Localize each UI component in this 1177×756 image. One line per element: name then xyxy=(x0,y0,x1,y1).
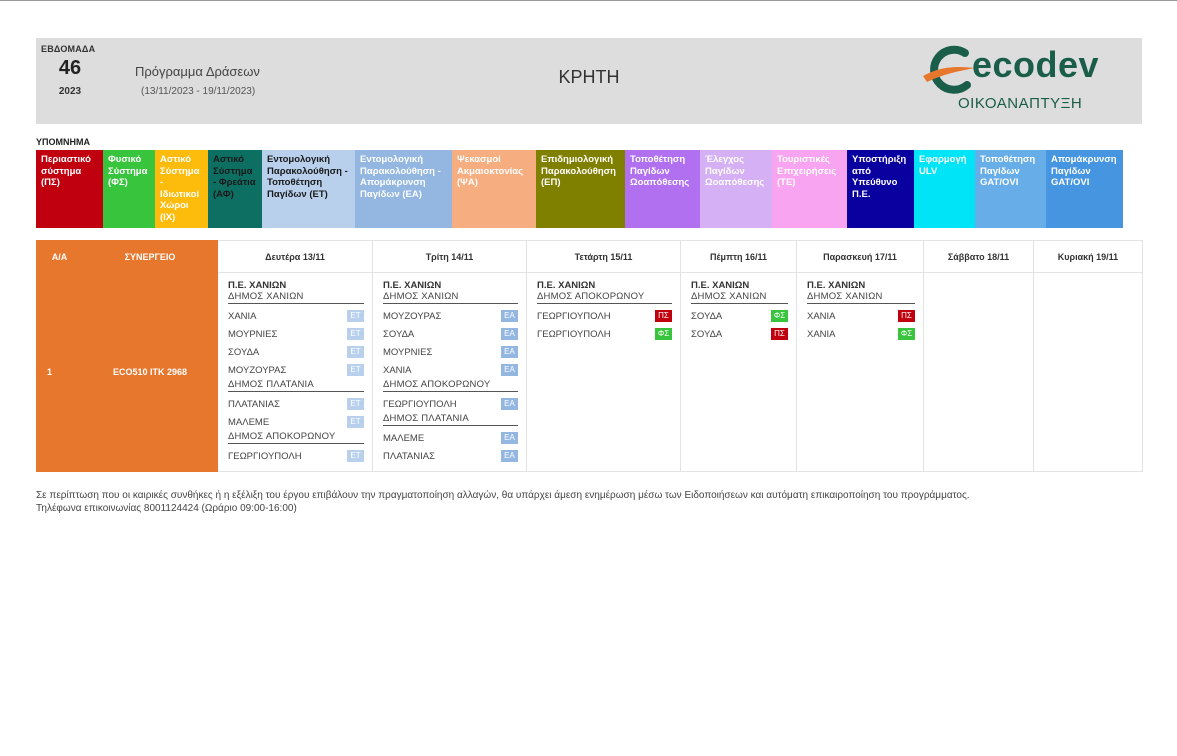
legend-title: ΥΠΟΜΝΗΜΑ xyxy=(36,137,90,147)
footer-note xyxy=(36,489,970,515)
activity-badge: ΠΣ xyxy=(771,328,788,340)
activity-badge: ΠΣ xyxy=(655,310,672,322)
activity-badge: ΕΑ xyxy=(501,398,518,410)
location-row xyxy=(537,307,672,325)
regional-unit: Π.Ε. ΧΑΝΙΩΝ xyxy=(383,280,442,291)
location-name: ΜΑΛΕΜΕ xyxy=(383,432,425,444)
col-header-aa: Α/Α xyxy=(37,241,83,273)
logo-text: ecodev xyxy=(972,44,1100,85)
top-divider xyxy=(0,0,1177,1)
program-title: Πρόγραμμα Δράσεων xyxy=(135,64,260,79)
legend-item: Υποστήριξη από Υπεύθυνο Π.Ε. xyxy=(847,150,914,228)
activity-badge: ΕΤ xyxy=(347,346,364,358)
activity-badge: ΦΣ xyxy=(655,328,672,340)
location-row xyxy=(228,307,364,325)
activity-badge: ΕΑ xyxy=(501,450,518,462)
footer-phone: Τηλέφωνα επικοινωνίας 8001124424 (Ωράριο 09:00-16:00) xyxy=(36,503,297,514)
municipality-label: ΔΗΜΟΣ ΧΑΝΙΩΝ xyxy=(228,291,364,304)
location-name: ΣΟΥΔΑ xyxy=(228,346,260,358)
location-row xyxy=(383,361,518,379)
location-name: ΜΟΥΖΟΥΡΑΣ xyxy=(228,364,287,376)
regional-unit: Π.Ε. ΧΑΝΙΩΝ xyxy=(537,280,596,291)
schedule-table xyxy=(36,240,1143,472)
week-number: 46 xyxy=(58,57,82,79)
legend-item: Επιδημιολογική Παρακολούθηση (ΕΠ) xyxy=(536,150,625,228)
regional-unit: Π.Ε. ΧΑΝΙΩΝ xyxy=(228,280,287,291)
row-number: 1 xyxy=(37,273,83,472)
location-name: ΧΑΝΙΑ xyxy=(228,310,257,322)
activity-badge: ΕΑ xyxy=(501,328,518,340)
location-name: ΓΕΩΡΓΙΟΥΠΟΛΗ xyxy=(228,450,302,462)
day-schedule xyxy=(373,273,526,471)
table-row xyxy=(37,273,1143,472)
legend-item: Απομάκρυνση Παγίδων GAT/OVI xyxy=(1046,150,1123,228)
col-header-team: ΣΥΝΕΡΓΕΙΟ xyxy=(83,241,218,273)
col-header-day: Κυριακή 19/11 xyxy=(1034,241,1143,273)
location-name: ΣΟΥΔΑ xyxy=(383,328,415,340)
location-row xyxy=(228,395,364,413)
activity-badge: ΕΤ xyxy=(347,450,364,462)
municipality-label: ΔΗΜΟΣ ΑΠΟΚΟΡΩΝΟΥ xyxy=(537,291,672,304)
location-row xyxy=(228,325,364,343)
location-row xyxy=(228,343,364,361)
activity-badge: ΕΑ xyxy=(501,364,518,376)
legend-item: Εφαρμογή ULV xyxy=(914,150,975,228)
legend-item: Τοποθέτηση Παγίδων Ωοαπόθεσης xyxy=(625,150,700,228)
activity-badge: ΕΤ xyxy=(347,364,364,376)
logo-subtitle: ΟΙΚΟΑΝΑΠΤΥΞΗ xyxy=(958,95,1083,112)
col-header-day: Παρασκευή 17/11 xyxy=(797,241,924,273)
activity-badge: ΕΤ xyxy=(347,398,364,410)
col-header-day: Πέμπτη 16/11 xyxy=(681,241,797,273)
activity-badge: ΦΣ xyxy=(771,310,788,322)
regional-unit: Π.Ε. ΧΑΝΙΩΝ xyxy=(691,280,750,291)
location-row xyxy=(691,325,788,343)
day-schedule xyxy=(797,273,923,349)
program-date-range: (13/11/2023 - 19/11/2023) xyxy=(141,86,256,97)
location-row xyxy=(691,307,788,325)
legend-item: Ψεκασμοί Ακμαιοκτονίας (ΨΑ) xyxy=(452,150,536,228)
legend-item: Εντομολογική Παρακολούθηση - Τοποθέτηση Παγίδων (ΕΤ) xyxy=(262,150,355,228)
location-name: ΠΛΑΤΑΝΙΑΣ xyxy=(383,450,435,462)
activity-badge: ΕΤ xyxy=(347,328,364,340)
activity-badge: ΕΤ xyxy=(347,416,364,428)
activity-badge: ΕΑ xyxy=(501,346,518,358)
day-cell xyxy=(1034,273,1143,472)
municipality-label: ΔΗΜΟΣ ΑΠΟΚΟΡΩΝΟΥ xyxy=(383,379,518,392)
week-year: 2023 xyxy=(58,86,82,97)
legend-item: Περιαστικό σύστημα (ΠΣ) xyxy=(36,150,103,228)
location-row xyxy=(537,325,672,343)
week-label: ΕΒΔΟΜΑΔΑ xyxy=(41,44,96,54)
ecodev-logo-icon xyxy=(921,44,977,96)
legend-item: Αστικό Σύστημα - Φρεάτια (ΑΦ) xyxy=(208,150,262,228)
day-schedule xyxy=(527,273,680,349)
legend-item: Τουριστικές Επιχειρήσεις (ΤΕ) xyxy=(772,150,847,228)
page-header xyxy=(36,38,1142,124)
day-cell xyxy=(527,273,681,472)
legend-item: Εντομολογική Παρακολούθηση - Απομάκρυνση Παγίδων (ΕΑ) xyxy=(355,150,452,228)
location-row xyxy=(383,447,518,465)
day-cell xyxy=(924,273,1034,472)
legend-item: Αστικό Σύστημα - Ιδιωτικοί Χώροι (ΙΧ) xyxy=(155,150,208,228)
location-row xyxy=(228,361,364,379)
legend-item: Τοποθέτηση Παγίδων GAT/OVI xyxy=(975,150,1046,228)
team-name: ECO510 ΙΤΚ 2968 xyxy=(83,273,218,472)
legend xyxy=(36,150,1123,228)
footer-notice: Σε περίπτωση που οι καιρικές συνθήκες ή η εξέλιξη του έργου επιβάλουν την πραγματοποίηση αλλαγών, θα υπάρχει άμεση ενημέρωση μέσω των Ειδοποιήσεων και αυτόματη επικαιροποίηση του προγράμματος. xyxy=(36,490,970,501)
location-row xyxy=(383,395,518,413)
day-schedule xyxy=(218,273,372,471)
col-header-day: Δευτέρα 13/11 xyxy=(218,241,373,273)
ecodev-logo xyxy=(916,42,1138,120)
municipality-label: ΔΗΜΟΣ ΧΑΝΙΩΝ xyxy=(383,291,518,304)
location-row xyxy=(383,325,518,343)
day-schedule xyxy=(681,273,796,349)
location-row xyxy=(383,429,518,447)
activity-badge: ΕΑ xyxy=(501,310,518,322)
location-row xyxy=(383,343,518,361)
location-name: ΧΑΝΙΑ xyxy=(807,310,836,322)
location-row xyxy=(807,307,915,325)
municipality-label: ΔΗΜΟΣ ΠΛΑΤΑΝΙΑ xyxy=(228,379,364,392)
municipality-label: ΔΗΜΟΣ ΑΠΟΚΟΡΩΝΟΥ xyxy=(228,431,364,444)
day-cell xyxy=(797,273,924,472)
col-header-day: Σάββατο 18/11 xyxy=(924,241,1034,273)
legend-item: Έλεγχος Παγίδων Ωοαπόθεσης xyxy=(700,150,772,228)
legend-item: Φυσικό Σύστημα (ΦΣ) xyxy=(103,150,155,228)
location-name: ΜΑΛΕΜΕ xyxy=(228,416,270,428)
col-header-day: Τετάρτη 15/11 xyxy=(527,241,681,273)
activity-badge: ΦΣ xyxy=(898,328,915,340)
activity-badge: ΠΣ xyxy=(898,310,915,322)
location-name: ΓΕΩΡΓΙΟΥΠΟΛΗ xyxy=(537,310,611,322)
location-name: ΜΟΥΡΝΙΕΣ xyxy=(383,346,433,358)
location-row xyxy=(807,325,915,343)
day-cell xyxy=(218,273,373,472)
location-name: ΜΟΥΡΝΙΕΣ xyxy=(228,328,278,340)
location-name: ΠΛΑΤΑΝΙΑΣ xyxy=(228,398,280,410)
location-row xyxy=(383,307,518,325)
location-row xyxy=(228,447,364,465)
activity-badge: ΕΑ xyxy=(501,432,518,444)
region-title: ΚΡΗΤΗ xyxy=(558,67,620,87)
location-name: ΧΑΝΙΑ xyxy=(383,364,412,376)
regional-unit: Π.Ε. ΧΑΝΙΩΝ xyxy=(807,280,866,291)
day-cell xyxy=(373,273,527,472)
municipality-label: ΔΗΜΟΣ ΧΑΝΙΩΝ xyxy=(807,291,915,304)
location-name: ΣΟΥΔΑ xyxy=(691,310,723,322)
schedule-header-row xyxy=(37,241,1143,273)
municipality-label: ΔΗΜΟΣ ΠΛΑΤΑΝΙΑ xyxy=(383,413,518,426)
location-name: ΣΟΥΔΑ xyxy=(691,328,723,340)
day-cell xyxy=(681,273,797,472)
location-name: ΓΕΩΡΓΙΟΥΠΟΛΗ xyxy=(537,328,611,340)
location-name: ΧΑΝΙΑ xyxy=(807,328,836,340)
activity-badge: ΕΤ xyxy=(347,310,364,322)
municipality-label: ΔΗΜΟΣ ΧΑΝΙΩΝ xyxy=(691,291,788,304)
location-name: ΓΕΩΡΓΙΟΥΠΟΛΗ xyxy=(383,398,457,410)
col-header-day: Τρίτη 14/11 xyxy=(373,241,527,273)
location-name: ΜΟΥΖΟΥΡΑΣ xyxy=(383,310,442,322)
location-row xyxy=(228,413,364,431)
